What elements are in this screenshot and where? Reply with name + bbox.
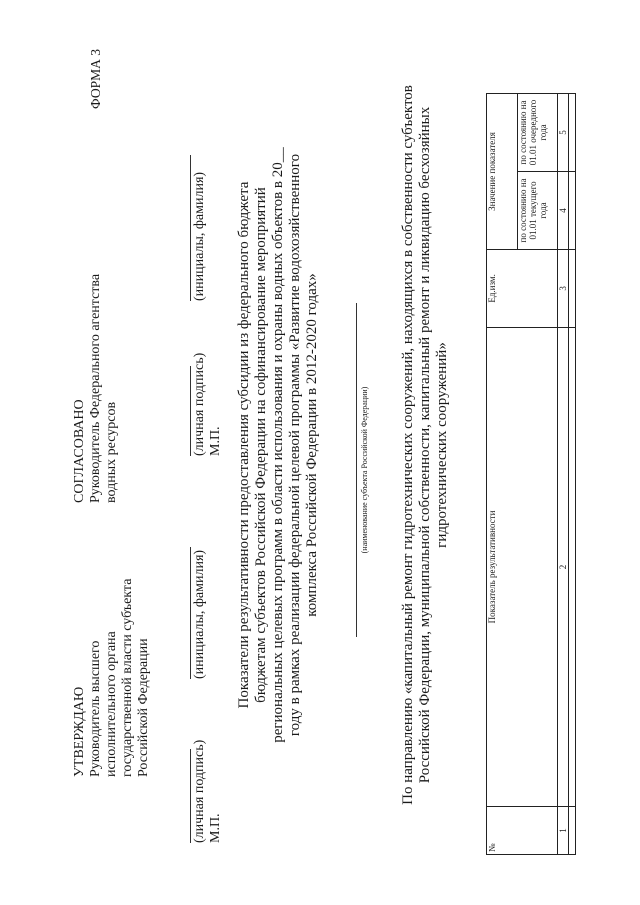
column-number: 3 [558,249,569,327]
header-no: № [487,807,558,855]
header-value-current-line: 01.01 текущего [528,181,538,240]
header-value-current-line: по состоянию на [518,178,528,243]
direction-line: Российской Федерации, муниципальной собственности, капитальный ремонт и ликвидацию бесхозяйных [417,106,433,784]
agree-signature-label: (личная подпись) [192,352,207,456]
agree-line: водных ресурсов [104,401,119,503]
column-number: 1 [558,807,569,855]
agree-name-label: (инициалы, фамилия) [192,171,207,301]
header-indicator: Показатель результативности [487,327,558,806]
direction-text [400,65,451,825]
direction-line: По направлению «капитальный ремонт гидротехнических сооружений, находящихся в собственности субъектов [400,85,416,805]
agree-line: Руководитель Федерального агентства [88,273,103,503]
approve-line: Руководитель высшего [88,640,103,777]
header-value-next-line: по состоянию на [518,100,528,165]
title-line: бюджетам субъектов Российской Федерации на софинансирование мероприятий [253,187,269,703]
approve-name-label: (инициалы, фамилия) [192,549,207,679]
table-number-row [558,94,569,855]
subject-caption: (наименование субъекта Российской Федерации) [360,386,369,554]
approve-stamp: М.П. [208,813,223,843]
direction-line: гидротехнических сооружений» [434,342,450,548]
header-value-current [518,171,558,249]
header-value-next-line: года [538,124,548,141]
table-cell [569,94,576,172]
header-value-next [518,94,558,172]
title-line: году в рамках реализации федеральной целевой программы «Развитие водохозяйственного [287,153,303,737]
agree-stamp: М.П. [208,426,223,456]
header-value-current-line: года [538,202,548,219]
table-cell [569,327,576,806]
column-number: 4 [558,171,569,249]
column-number: 2 [558,327,569,806]
approve-heading: УТВЕРЖДАЮ [72,686,87,777]
approve-line: государственной власти субъекта [120,578,135,777]
agree-name-line [190,155,191,301]
subject-name-line [356,303,357,637]
approve-line: Российской Федерации [136,638,151,777]
document-title [236,65,321,825]
approve-name-line [190,547,191,679]
table-cell [569,807,576,855]
header-unit: Ед.изм. [487,249,558,327]
approve-signature-label: (личная подпись) [192,739,207,843]
results-table [486,93,576,855]
header-value-group: Значение показателя [487,94,518,250]
approve-block [72,579,152,777]
table-header-row [487,94,518,855]
approve-signature-line [190,749,191,843]
title-line: комплекса Российской Федерации в 2012-2020 годах» [304,273,320,617]
title-line: региональных целевых программ в области использования и охраны водных объектов в 20__ [270,147,286,743]
column-number: 5 [558,94,569,172]
approve-line: исполнительного органа [104,631,119,777]
table-cell [569,171,576,249]
agree-block [72,274,120,503]
title-line: Показатели результативности предоставления субсидии из федерального бюджета [236,181,252,709]
agree-heading: СОГЛАСОВАНО [72,399,87,503]
table-cell [569,249,576,327]
agree-signature-line [190,366,191,456]
form-label: ФОРМА 3 [88,49,103,109]
header-value-next-line: 01.01 очередного [528,99,538,166]
table-row [569,94,576,855]
